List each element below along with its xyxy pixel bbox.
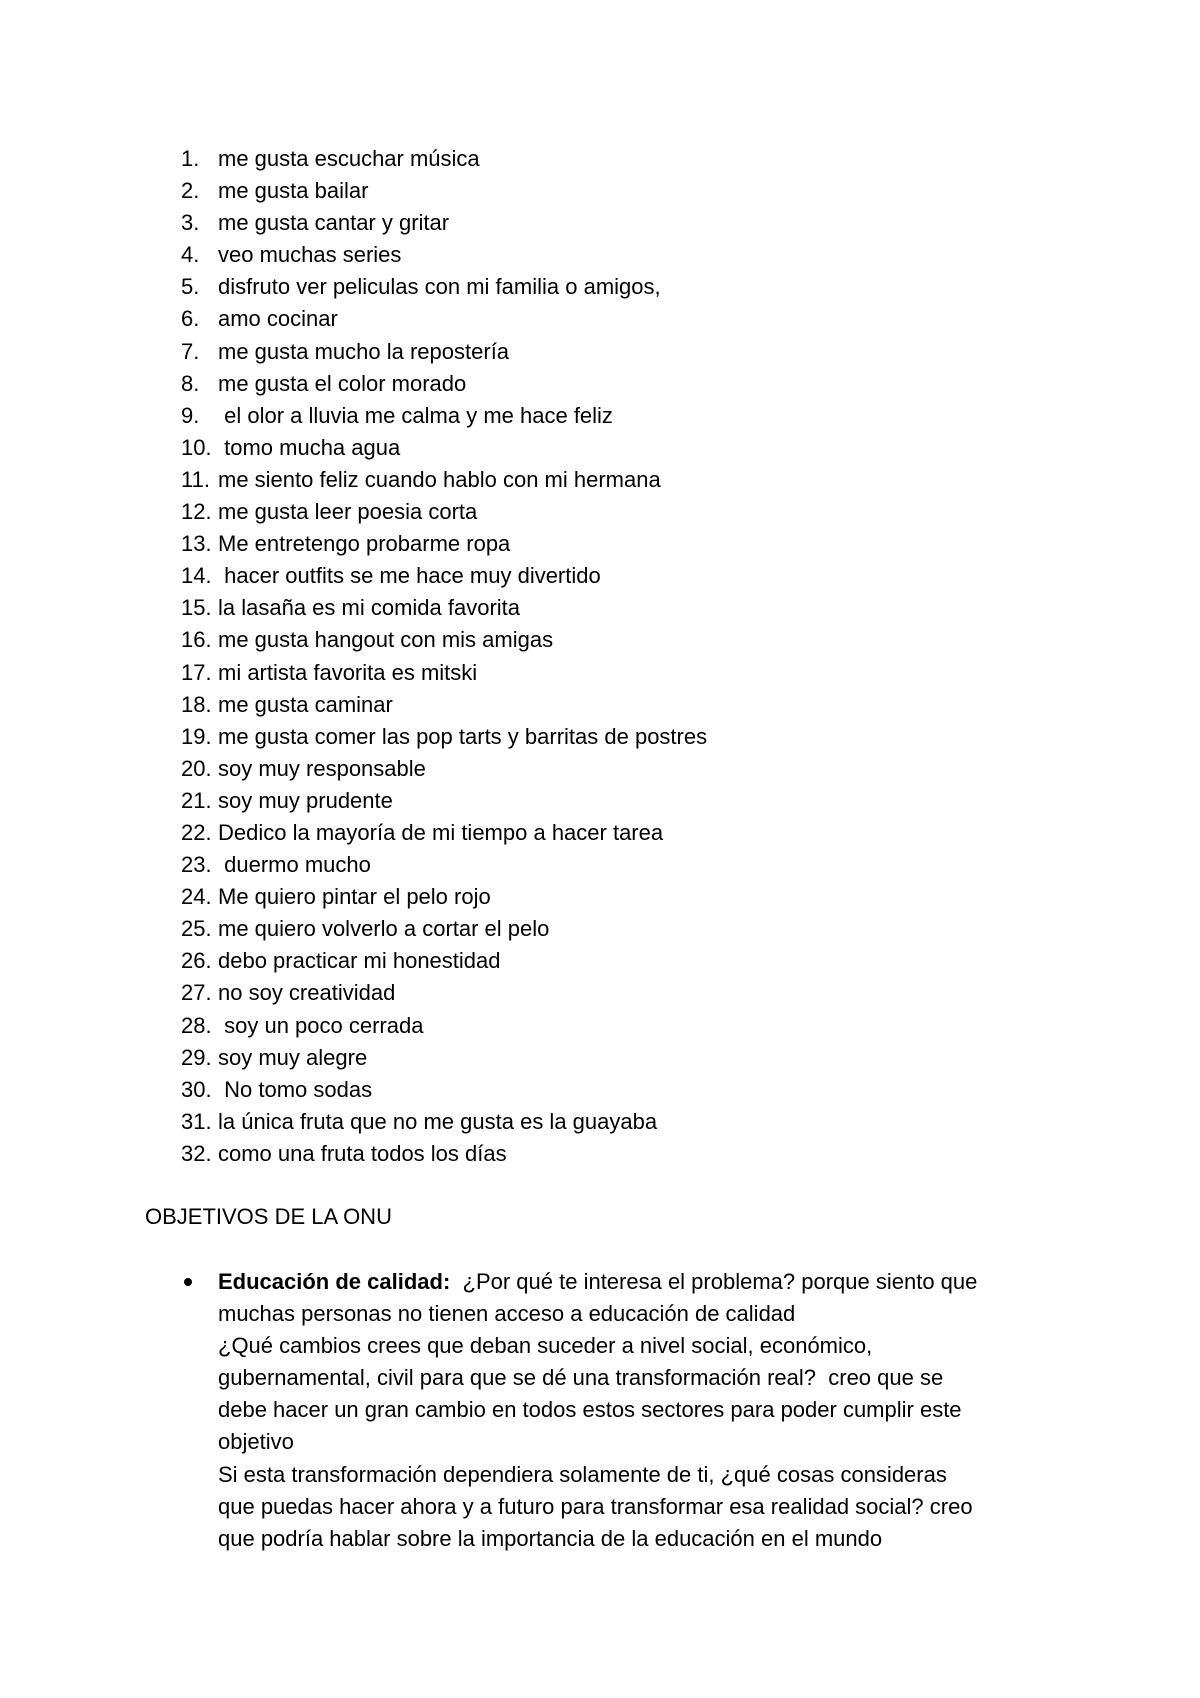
list-item [181, 303, 1081, 335]
list-item [181, 528, 1081, 560]
list-item [181, 1138, 1081, 1170]
bullet-line: Si esta transformación dependiera solamente de ti, ¿qué cosas consideras [218, 1461, 947, 1487]
list-number: 25. [181, 916, 212, 942]
list-number: 1. [181, 146, 200, 171]
list-text: me gusta hangout con mis amigas [218, 627, 554, 653]
list-text: me gusta caminar [218, 691, 393, 717]
list-item [181, 977, 1081, 1009]
list-text: me gusta comer las pop tarts y barritas de postres [218, 723, 708, 749]
bullet-first-line [218, 1266, 1081, 1298]
bullet-line: que puedas hacer ahora y a futuro para transformar esa realidad social? creo [218, 1493, 973, 1519]
list-text: el olor a lluvia me calma y me hace feliz [218, 402, 613, 428]
list-number: 8. [181, 370, 200, 396]
bullet-line: ¿Qué cambios crees que deban suceder a nivel social, económico, [218, 1333, 873, 1359]
bullet-item-education [181, 1266, 1081, 1555]
list-text: soy muy alegre [218, 1044, 368, 1070]
list-number: 29. [181, 1044, 212, 1070]
list-text: mi artista favorita es mitski [218, 659, 478, 685]
list-number: 5. [181, 274, 200, 300]
list-number: 7. [181, 338, 200, 364]
list-item [181, 592, 1081, 624]
list-number: 10. [181, 434, 212, 460]
list-number: 18. [181, 691, 212, 717]
list-item [181, 207, 1081, 239]
list-item [181, 560, 1081, 592]
list-item [181, 464, 1081, 496]
list-text: me gusta escuchar música [218, 146, 480, 171]
list-text: duermo mucho [218, 852, 371, 878]
list-item [181, 817, 1081, 849]
list-number: 31. [181, 1108, 212, 1134]
list-text: Dedico la mayoría de mi tiempo a hacer tarea [218, 819, 664, 845]
list-text: me gusta el color morado [218, 370, 467, 396]
list-number: 17. [181, 659, 212, 685]
list-number: 22. [181, 819, 212, 845]
bullet-question-1: ¿Por qué te interesa el problema? porque siento que [450, 1269, 978, 1294]
list-text: hacer outfits se me hace muy divertido [218, 563, 601, 589]
list-item [181, 913, 1081, 945]
list-number: 32. [181, 1140, 212, 1166]
list-text: No tomo sodas [218, 1076, 373, 1102]
list-text: la única fruta que no me gusta es la guayaba [218, 1108, 658, 1134]
list-item [181, 1010, 1081, 1042]
list-number: 21. [181, 787, 212, 813]
list-text: veo muchas series [218, 242, 402, 268]
list-item [181, 657, 1081, 689]
list-item [181, 753, 1081, 785]
list-item [181, 881, 1081, 913]
list-number: 2. [181, 178, 200, 204]
list-number: 9. [181, 402, 200, 428]
list-item [181, 271, 1081, 303]
list-number: 13. [181, 531, 212, 557]
list-text: soy muy responsable [218, 755, 426, 781]
list-text: me quiero volverlo a cortar el pelo [218, 916, 550, 942]
list-item [181, 496, 1081, 528]
list-number: 23. [181, 852, 212, 878]
list-number: 24. [181, 884, 212, 910]
list-number: 28. [181, 1012, 212, 1038]
list-text: disfruto ver peliculas con mi familia o amigos, [218, 274, 661, 300]
list-item [181, 239, 1081, 271]
list-number: 27. [181, 980, 212, 1006]
list-item [181, 368, 1081, 400]
list-number: 15. [181, 595, 212, 621]
list-item [181, 1074, 1081, 1106]
list-number: 19. [181, 723, 212, 749]
list-number: 3. [181, 210, 200, 236]
list-text: me siento feliz cuando hablo con mi hermana [218, 466, 661, 492]
list-item [181, 785, 1081, 817]
list-text: no soy creatividad [218, 980, 396, 1006]
list-number: 4. [181, 242, 200, 268]
list-item [181, 1042, 1081, 1074]
list-item [181, 400, 1081, 432]
list-item [181, 175, 1081, 207]
list-text: amo cocinar [218, 306, 338, 332]
list-text: Me quiero pintar el pelo rojo [218, 884, 491, 910]
list-item [181, 336, 1081, 368]
list-text: me gusta cantar y gritar [218, 210, 450, 236]
bullet-line: muchas personas no tienen acceso a educación de calidad [218, 1301, 796, 1327]
list-item [181, 143, 1081, 175]
list-text: tomo mucha agua [218, 434, 401, 460]
list-number: 30. [181, 1076, 212, 1102]
list-number: 14. [181, 563, 212, 589]
bullet-dot-icon [184, 1278, 192, 1286]
list-text: me gusta leer poesia corta [218, 499, 478, 525]
list-item [181, 945, 1081, 977]
list-item [181, 624, 1081, 656]
bullet-title: Educación de calidad: [218, 1269, 451, 1294]
bullet-line: debe hacer un gran cambio en todos estos sectores para poder cumplir este [218, 1397, 962, 1423]
list-text: me gusta bailar [218, 178, 369, 204]
list-number: 26. [181, 948, 212, 974]
list-text: debo practicar mi honestidad [218, 948, 501, 974]
list-number: 11. [181, 466, 210, 492]
list-item [181, 849, 1081, 881]
list-text: Me entretengo probarme ropa [218, 531, 511, 557]
list-text: como una fruta todos los días [218, 1140, 507, 1166]
list-item [181, 432, 1081, 464]
list-item [181, 689, 1081, 721]
list-text: soy un poco cerrada [218, 1012, 424, 1038]
list-text: soy muy prudente [218, 787, 393, 813]
list-number: 6. [181, 306, 200, 332]
section-heading: OBJETIVOS DE LA ONU [145, 1204, 392, 1229]
bullet-line: gubernamental, civil para que se dé una transformación real? creo que se [218, 1365, 944, 1391]
bullet-line: objetivo [218, 1429, 294, 1455]
list-number: 12. [181, 499, 212, 525]
goals-bullet-list [181, 1266, 1081, 1555]
bullet-line: que podría hablar sobre la importancia de la educación en el mundo [218, 1525, 883, 1551]
list-item [181, 1106, 1081, 1138]
list-number: 20. [181, 755, 212, 781]
list-number: 16. [181, 627, 212, 653]
list-text: me gusta mucho la repostería [218, 338, 510, 364]
list-item [181, 721, 1081, 753]
likes-numbered-list [181, 143, 1081, 1170]
list-text: la lasaña es mi comida favorita [218, 595, 521, 621]
